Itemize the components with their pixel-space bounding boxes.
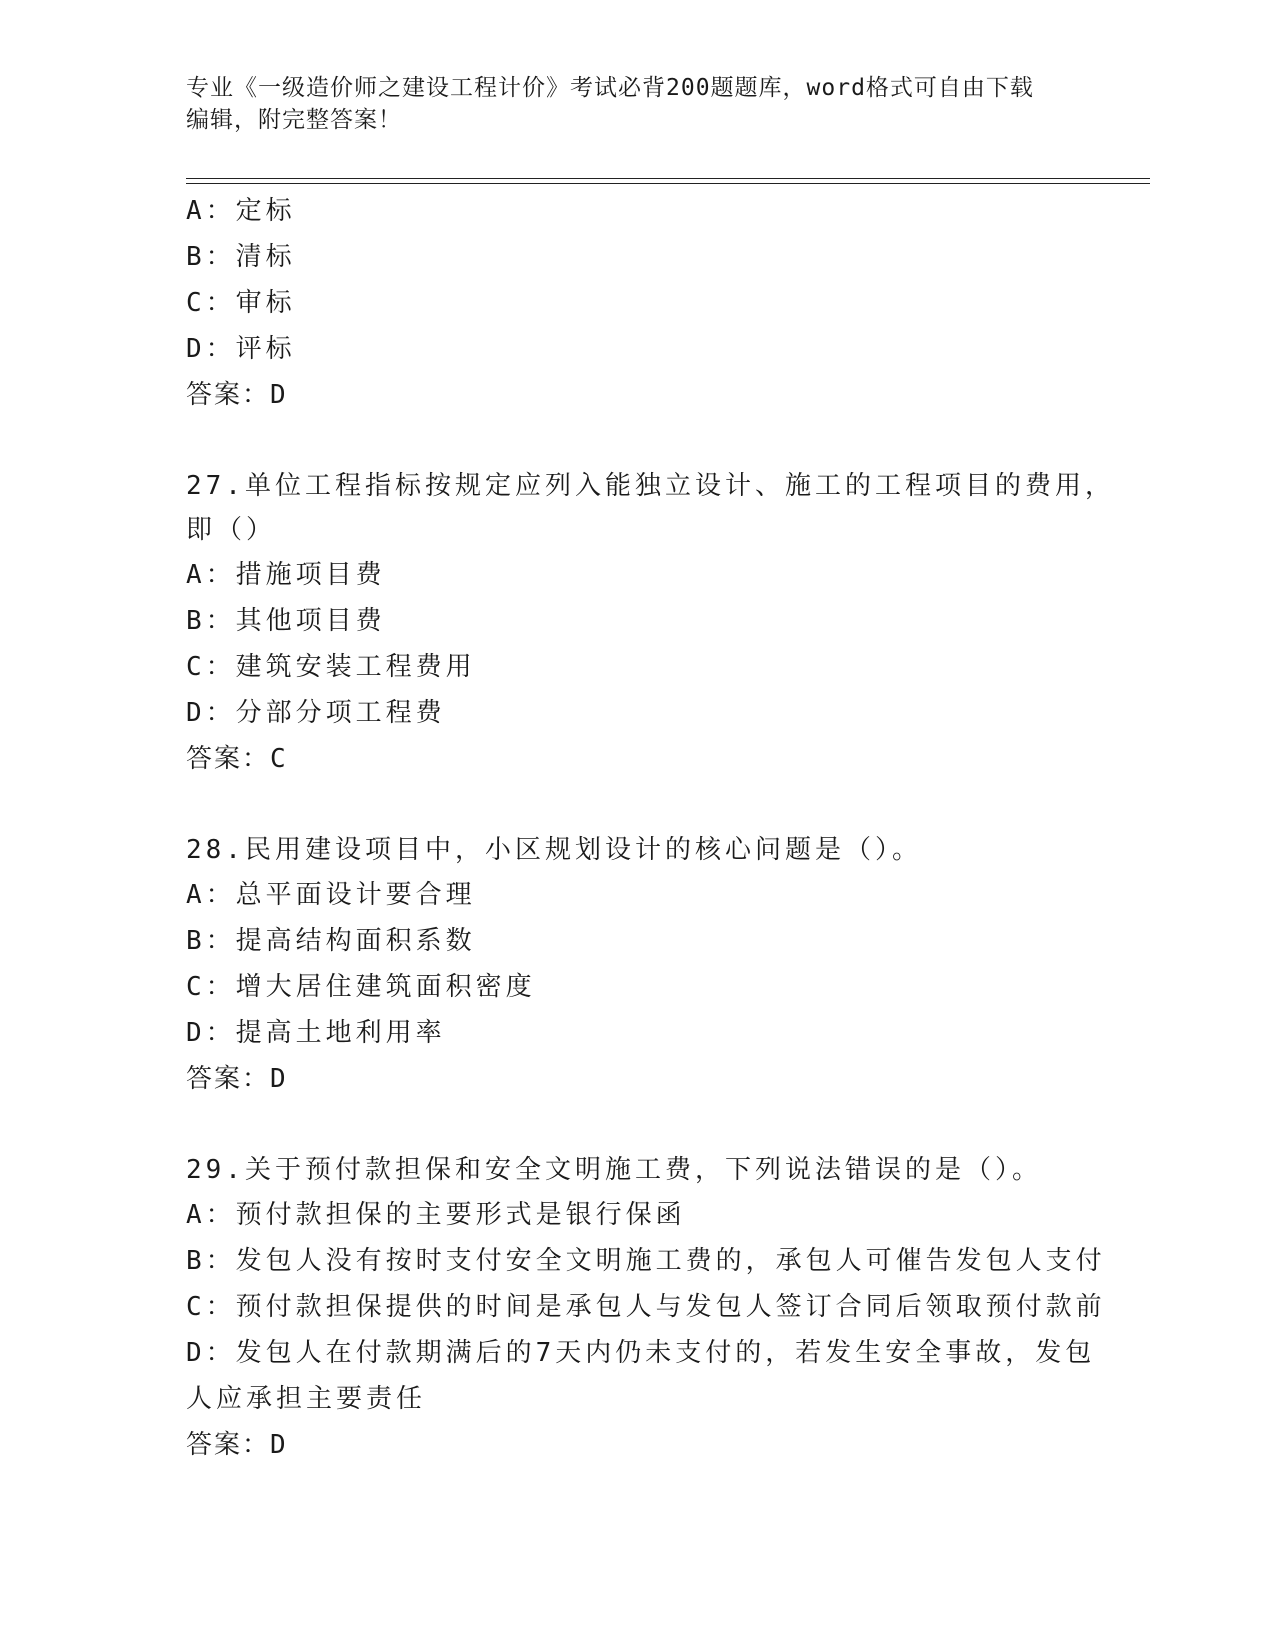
option-b: B：提高结构面积系数 [186,926,476,956]
spacer [186,418,1086,464]
option-b: B：发包人没有按时支付安全文明施工费的，承包人可催告发包人支付 [186,1246,1106,1276]
answer: 答案：D [186,380,288,410]
option-a: A：预付款担保的主要形式是银行保函 [186,1200,686,1230]
option-b: B：其他项目费 [186,606,386,636]
option-d: D：提高土地利用率 [186,1018,446,1048]
option-d: D：分部分项工程费 [186,698,446,728]
option-c: C：审标 [186,288,296,318]
question-29 [186,1148,1106,1468]
spacer [186,782,1086,828]
question-stem: 29.关于预付款担保和安全文明施工费，下列说法错误的是（）。 [186,1155,1042,1185]
option-c: C：预付款担保提供的时间是承包人与发包人签订合同后领取预付款前 [186,1292,1106,1322]
answer: 答案：D [186,1430,288,1460]
question-27 [186,464,1115,782]
document-header [186,72,1086,136]
header-line-2: 编辑，附完整答案！ [186,107,402,133]
header-divider-bottom [186,183,1150,184]
option-b: B：清标 [186,242,296,272]
question-stem: 27.单位工程指标按规定应列入能独立设计、施工的工程项目的费用， [186,471,1115,501]
option-c: C：建筑安装工程费用 [186,652,476,682]
option-c: C：增大居住建筑面积密度 [186,972,536,1002]
answer: 答案：C [186,744,288,774]
question-28 [186,828,1086,1102]
header-line-1: 专业《一级造价师之建设工程计价》考试必背200题题库，word格式可自由下载 [186,75,1034,101]
option-a: A：总平面设计要合理 [186,880,476,910]
spacer [186,1102,1086,1148]
question-stem-cont: 即（） [186,515,277,545]
option-a: A：措施项目费 [186,560,386,590]
option-d-cont: 人应承担主要责任 [186,1384,427,1414]
answer: 答案：D [186,1064,288,1094]
option-a: A：定标 [186,196,296,226]
question-stem: 28.民用建设项目中，小区规划设计的核心问题是（）。 [186,835,922,865]
header-divider-top [186,178,1150,179]
question-26 [186,188,1086,418]
option-d: D：发包人在付款期满后的7天内仍未支付的，若发生安全事故，发包 [186,1338,1096,1368]
question-content [186,188,1115,1468]
option-d: D：评标 [186,334,296,364]
